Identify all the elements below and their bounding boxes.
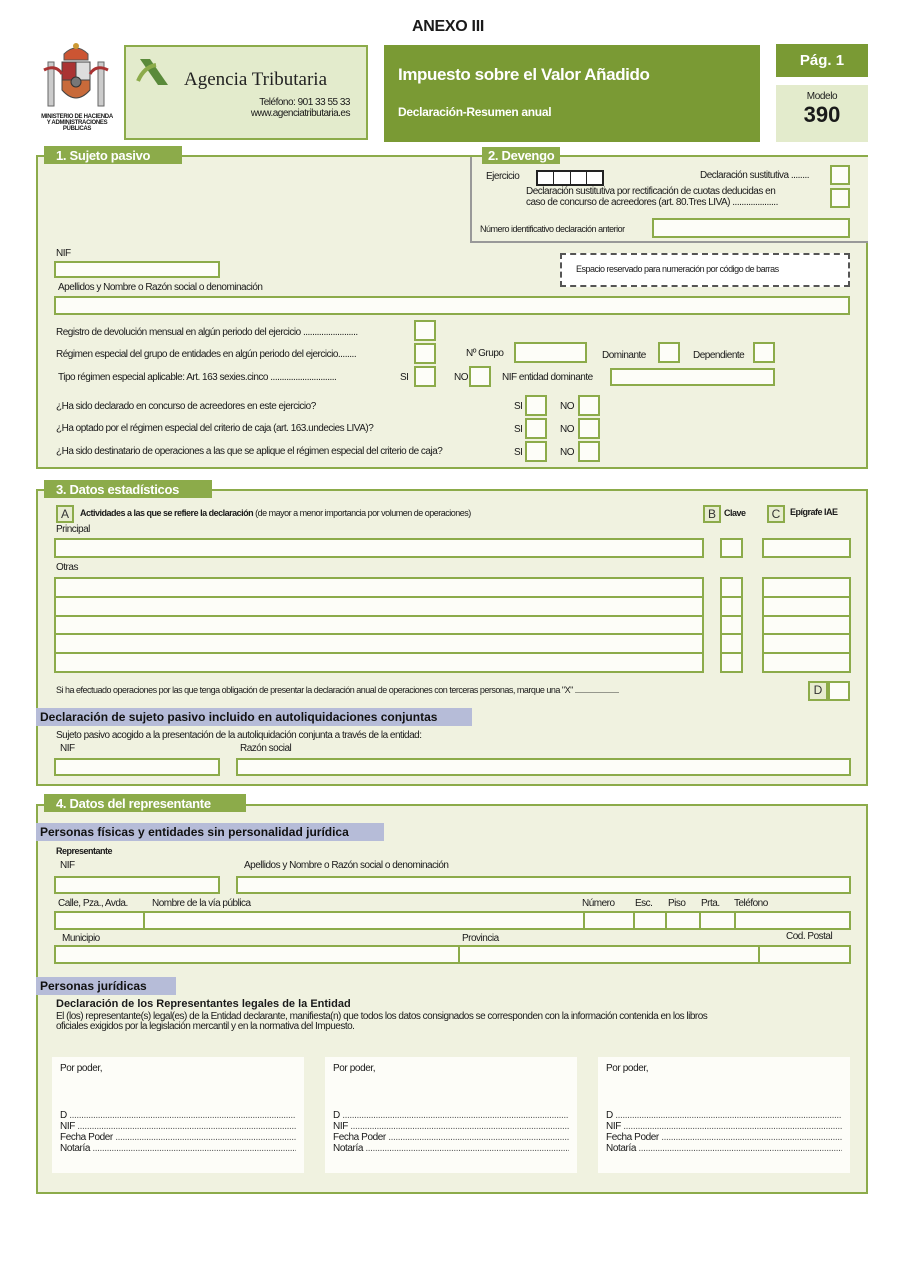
otras-activity-input-2[interactable] bbox=[56, 598, 702, 617]
otras-clave-input-4[interactable] bbox=[722, 635, 741, 654]
otras-epigrafe-input-1[interactable] bbox=[764, 579, 849, 598]
ministry-line-2: Y ADMINISTRACIONES bbox=[46, 120, 108, 126]
signature-card-2[interactable] bbox=[325, 1057, 577, 1173]
rep-municipio-label: Municipio bbox=[62, 933, 100, 944]
rep-esc-input[interactable] bbox=[635, 913, 667, 928]
conjuntas-razon-input[interactable] bbox=[236, 758, 851, 776]
sig-fecha-field[interactable] bbox=[333, 1132, 569, 1143]
devolucion-label: Registro de devolución mensual en algún periodo del ejercicio ........................ bbox=[56, 327, 358, 338]
sig-d-label: D bbox=[60, 1110, 67, 1121]
badge-b: B bbox=[703, 505, 721, 523]
tipo-regimen-si-checkbox[interactable] bbox=[414, 366, 436, 387]
conjuntas-nif-input[interactable] bbox=[54, 758, 220, 776]
otras-activities-table bbox=[54, 577, 704, 673]
name-label: Apellidos y Nombre o Razón social o denominación bbox=[58, 282, 263, 293]
rep-piso-input[interactable] bbox=[667, 913, 701, 928]
coat-of-arms-icon bbox=[36, 40, 116, 114]
rep-telefono-input[interactable] bbox=[736, 913, 849, 928]
title-box bbox=[384, 45, 760, 142]
sig-nif-label: NIF bbox=[333, 1121, 348, 1132]
rep-nif-label: NIF bbox=[60, 860, 75, 871]
section-2-title: 2. Devengo bbox=[482, 147, 560, 164]
model-number: 390 bbox=[803, 102, 841, 127]
question-destinatario-si-checkbox[interactable] bbox=[525, 441, 547, 462]
annex-title: ANEXO III bbox=[412, 18, 484, 35]
form-subtitle: Declaración-Resumen anual bbox=[398, 105, 552, 119]
name-input[interactable] bbox=[54, 296, 850, 315]
sustitutiva-label: Declaración sustitutiva ........ bbox=[700, 170, 810, 181]
sig-fecha-field[interactable] bbox=[606, 1132, 842, 1143]
nif-input[interactable] bbox=[54, 261, 220, 278]
activities-note: (de mayor a menor importancia por volumen de operaciones) bbox=[255, 508, 471, 518]
activities-bold: Actividades a las que se refiere la declaración bbox=[80, 508, 254, 518]
agency-name: Agencia Tributaria bbox=[184, 69, 328, 90]
question-concurso-si-label: SI bbox=[514, 401, 523, 412]
ejercicio-input[interactable] bbox=[536, 170, 604, 186]
badge-d: D bbox=[808, 681, 828, 701]
rep-calle-label: Calle, Pza., Avda. bbox=[58, 898, 128, 909]
otras-clave-input-5[interactable] bbox=[722, 654, 741, 671]
otras-label: Otras bbox=[56, 562, 78, 573]
principal-activity-input[interactable] bbox=[54, 538, 704, 558]
sig-fecha-label: Fecha Poder bbox=[606, 1132, 659, 1143]
agency-logo-icon bbox=[136, 57, 172, 87]
rep-via-label: Nombre de la vía pública bbox=[152, 898, 251, 909]
barcode-label: Espacio reservado para numeración por código de barras bbox=[576, 264, 779, 274]
agency-box bbox=[124, 45, 368, 140]
n-grupo-input[interactable] bbox=[514, 342, 587, 363]
dependiente-label: Dependiente bbox=[693, 350, 745, 361]
question-destinatario-no-label: NO bbox=[560, 447, 574, 458]
otras-activity-input-1[interactable] bbox=[56, 579, 702, 598]
sig-fecha-label: Fecha Poder bbox=[60, 1132, 113, 1143]
form-title: Impuesto sobre el Valor Añadido bbox=[398, 65, 650, 84]
sig-nif-field[interactable] bbox=[606, 1121, 842, 1132]
dependiente-checkbox[interactable] bbox=[753, 342, 775, 363]
sig-d-field[interactable] bbox=[60, 1110, 296, 1121]
rep-prta-input[interactable] bbox=[701, 913, 736, 928]
section-4-title: 4. Datos del representante bbox=[44, 794, 246, 812]
num-anterior-input[interactable] bbox=[652, 218, 850, 238]
sustitutiva-checkbox[interactable] bbox=[830, 165, 850, 185]
sig-d-field[interactable] bbox=[606, 1110, 842, 1121]
sig-notaria-label: Notaría bbox=[606, 1143, 636, 1154]
dominante-label: Dominante bbox=[602, 350, 646, 361]
rep-provincia-input[interactable] bbox=[460, 947, 760, 962]
question-destinatario-no-checkbox[interactable] bbox=[578, 441, 600, 462]
sig-nif-field[interactable] bbox=[60, 1121, 296, 1132]
juridicas-title: Personas jurídicas bbox=[36, 977, 176, 995]
num-anterior-label: Número identificativo declaración anterior bbox=[480, 224, 625, 234]
agency-phone: Teléfono: 901 33 55 33 bbox=[259, 97, 350, 108]
otras-epigrafe-input-2[interactable] bbox=[764, 598, 849, 617]
rep-municipio-input[interactable] bbox=[56, 947, 460, 962]
rep-prta-label: Prta. bbox=[701, 898, 720, 909]
ministry-line-1: MINISTERIO DE HACIENDA bbox=[41, 114, 113, 120]
decl-title: Declaración de los Representantes legales de la Entidad bbox=[56, 998, 351, 1010]
principal-epigrafe-input[interactable] bbox=[762, 538, 851, 558]
sig-notaria-field[interactable] bbox=[333, 1143, 569, 1154]
badge-c: C bbox=[767, 505, 785, 523]
rep-esc-label: Esc. bbox=[635, 898, 653, 909]
otras-clave-input-2[interactable] bbox=[722, 598, 741, 617]
otras-epigrafe-input-5[interactable] bbox=[764, 654, 849, 671]
tipo-regimen-label: Tipo régimen especial aplicable: Art. 163 sexies.cinco ............................. bbox=[58, 372, 337, 383]
page-number: Pág. 1 bbox=[776, 44, 868, 77]
rep-nif-input[interactable] bbox=[54, 876, 220, 894]
nif-dominante-label: NIF entidad dominante bbox=[502, 372, 593, 383]
nif-label: NIF bbox=[56, 248, 71, 259]
sig-notaria-field[interactable] bbox=[606, 1143, 842, 1154]
rep-piso-label: Piso bbox=[668, 898, 686, 909]
coat-of-arms-logo bbox=[36, 40, 116, 114]
sig-nif-field[interactable] bbox=[333, 1121, 569, 1132]
sig-d-label: D bbox=[606, 1110, 613, 1121]
sig-notaria-field[interactable] bbox=[60, 1143, 296, 1154]
clave-header: Clave bbox=[724, 508, 746, 518]
rep-numero-label: Número bbox=[582, 898, 615, 909]
otras-epigrafe-input-4[interactable] bbox=[764, 635, 849, 654]
otras-clave-input-3[interactable] bbox=[722, 617, 741, 636]
rep-nombre-input[interactable] bbox=[236, 876, 851, 894]
representante-label: Representante bbox=[56, 846, 113, 856]
terceras-checkbox[interactable] bbox=[828, 681, 850, 701]
principal-label: Principal bbox=[56, 524, 90, 535]
terceras-label: Si ha efectuado operaciones por las que tenga obligación de presentar la declaración anual de operaciones con terceras personas, marque una "X" ...................... bbox=[56, 685, 619, 695]
section-1-title: 1. Sujeto pasivo bbox=[44, 146, 182, 164]
sig-por-poder: Por poder, bbox=[606, 1063, 649, 1074]
sig-nif-label: NIF bbox=[60, 1121, 75, 1132]
model-box bbox=[776, 85, 868, 142]
otras-epigrafe-input-3[interactable] bbox=[764, 617, 849, 636]
sustitutiva-rect-checkbox[interactable] bbox=[830, 188, 850, 208]
rep-via-input[interactable] bbox=[145, 913, 585, 928]
decl-text-line-1: El (los) representante(s) legal(es) de la Entidad declarante, manifiesta(n) que todos los datos consignados se corresponden con la información contenida en los libros bbox=[56, 1011, 708, 1022]
rep-provincia-label: Provincia bbox=[462, 933, 499, 944]
question-concurso: ¿Ha sido declarado en concurso de acreedores en este ejercicio? bbox=[56, 401, 316, 412]
dominante-checkbox[interactable] bbox=[658, 342, 680, 363]
ejercicio-label: Ejercicio bbox=[486, 171, 520, 182]
question-criterio-caja-si-label: SI bbox=[514, 424, 523, 435]
badge-a: A bbox=[56, 505, 74, 523]
barcode-space bbox=[560, 253, 850, 287]
sustitutiva-rect-label-1: Declaración sustitutiva por rectificación de cuotas deducidas en bbox=[526, 186, 776, 197]
question-concurso-si-checkbox[interactable] bbox=[525, 395, 547, 416]
conjuntas-nif-label: NIF bbox=[60, 743, 75, 754]
question-concurso-no-label: NO bbox=[560, 401, 574, 412]
question-destinatario-si-label: SI bbox=[514, 447, 523, 458]
sig-notaria-label: Notaría bbox=[333, 1143, 363, 1154]
sustitutiva-rect-label-2: caso de concurso de acreedores (art. 80.Tres LIVA) .................... bbox=[526, 197, 778, 208]
n-grupo-label: Nº Grupo bbox=[466, 348, 504, 359]
conjuntas-razon-label: Razón social bbox=[240, 743, 292, 754]
question-criterio-caja-no-checkbox[interactable] bbox=[578, 418, 600, 439]
rep-nombre-label: Apellidos y Nombre o Razón social o denominación bbox=[244, 860, 449, 871]
signature-card-1[interactable] bbox=[52, 1057, 304, 1173]
conjuntas-title: Declaración de sujeto pasivo incluido en autoliquidaciones conjuntas bbox=[36, 708, 472, 726]
ministry-line-3: PÚBLICAS bbox=[62, 126, 92, 132]
epigrafe-header: Epígrafe IAE bbox=[790, 507, 838, 517]
question-criterio-caja-si-checkbox[interactable] bbox=[525, 418, 547, 439]
tipo-regimen-si-label: SI bbox=[400, 372, 409, 383]
question-concurso-no-checkbox[interactable] bbox=[578, 395, 600, 416]
conjuntas-text: Sujeto pasivo acogido a la presentación de la autoliquidación conjunta a través de la entidad: bbox=[56, 730, 422, 741]
nif-dominante-input[interactable] bbox=[610, 368, 775, 386]
sig-nif-label: NIF bbox=[606, 1121, 621, 1132]
otras-epigrafe-table bbox=[762, 577, 851, 673]
principal-clave-input[interactable] bbox=[720, 538, 743, 558]
section-3-title: 3. Datos estadísticos bbox=[44, 480, 212, 498]
rep-address-row bbox=[54, 911, 851, 930]
regimen-grupo-checkbox[interactable] bbox=[414, 343, 436, 364]
otras-activity-input-5[interactable] bbox=[56, 654, 702, 671]
question-destinatario: ¿Ha sido destinatario de operaciones a las que se aplique el régimen especial del criterio de caja? bbox=[56, 446, 443, 457]
otras-clave-input-1[interactable] bbox=[722, 579, 741, 598]
sig-d-field[interactable] bbox=[333, 1110, 569, 1121]
rep-numero-input[interactable] bbox=[585, 913, 635, 928]
question-criterio-caja: ¿Ha optado por el régimen especial del criterio de caja (art. 163.undecies LIVA)? bbox=[56, 423, 374, 434]
otras-activity-input-4[interactable] bbox=[56, 635, 702, 654]
ministry-name bbox=[22, 114, 132, 132]
sig-notaria-label: Notaría bbox=[60, 1143, 90, 1154]
otras-clave-table bbox=[720, 577, 743, 673]
tipo-regimen-no-checkbox[interactable] bbox=[469, 366, 491, 387]
rep-calle-input[interactable] bbox=[56, 913, 145, 928]
decl-text-line-2: oficiales exigidos por la legislación mercantil y en la normativa del Impuesto. bbox=[56, 1021, 355, 1032]
sig-fecha-field[interactable] bbox=[60, 1132, 296, 1143]
sig-d-label: D bbox=[333, 1110, 340, 1121]
rep-cod-postal-label: Cod. Postal bbox=[786, 931, 833, 942]
rep-location-row bbox=[54, 945, 851, 964]
sig-por-poder: Por poder, bbox=[333, 1063, 376, 1074]
rep-telefono-label: Teléfono bbox=[734, 898, 768, 909]
agency-web: www.agenciatributaria.es bbox=[250, 108, 350, 119]
sig-por-poder: Por poder, bbox=[60, 1063, 103, 1074]
signature-card-3[interactable] bbox=[598, 1057, 850, 1173]
sig-fecha-label: Fecha Poder bbox=[333, 1132, 386, 1143]
regimen-grupo-label: Régimen especial del grupo de entidades en algún periodo del ejercicio........ bbox=[56, 349, 357, 360]
fisicas-title: Personas físicas y entidades sin personalidad jurídica bbox=[36, 823, 384, 841]
devolucion-checkbox[interactable] bbox=[414, 320, 436, 341]
model-label: Modelo bbox=[806, 91, 838, 102]
tipo-regimen-no-label: NO bbox=[454, 372, 468, 383]
rep-cod-postal-input[interactable] bbox=[760, 947, 849, 962]
activities-label bbox=[80, 508, 471, 518]
question-criterio-caja-no-label: NO bbox=[560, 424, 574, 435]
otras-activity-input-3[interactable] bbox=[56, 617, 702, 636]
